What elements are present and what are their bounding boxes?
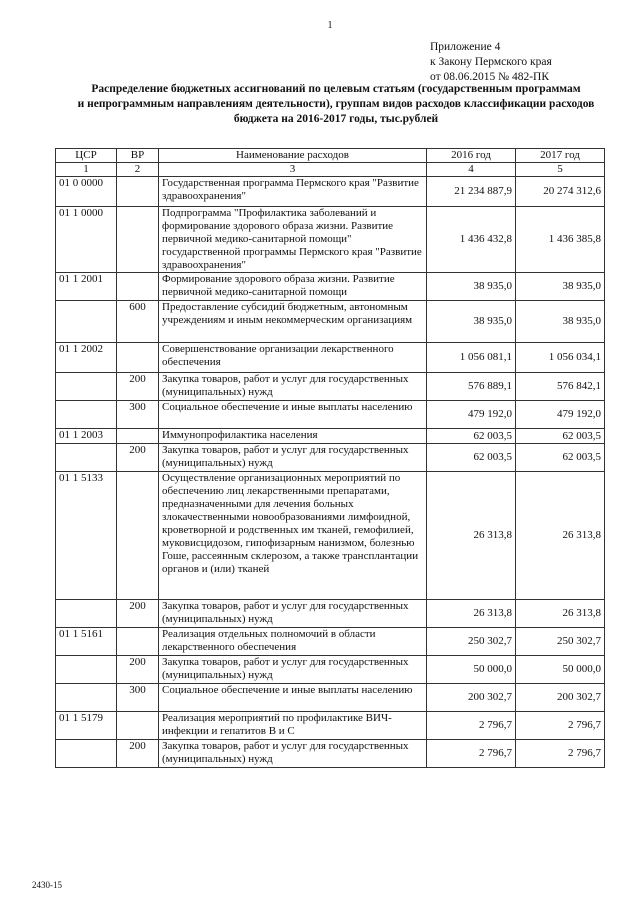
cell-2017: 200 302,7 — [516, 684, 605, 712]
cell-2016: 38 935,0 — [427, 301, 516, 343]
cell-vr: 300 — [117, 401, 159, 429]
cell-name: Социальное обеспечение и иные выплаты населению — [159, 684, 427, 712]
cell-csr: 01 1 5133 — [56, 472, 117, 600]
cell-csr — [56, 656, 117, 684]
cell-2017: 20 274 312,6 — [516, 177, 605, 207]
cell-name: Совершенствование организации лекарственного обеспечения — [159, 343, 427, 373]
title-line: бюджета на 2016-2017 годы, тыс.рублей — [233, 113, 439, 125]
table-row — [56, 472, 605, 600]
cell-vr: 200 — [117, 600, 159, 628]
cell-vr: 200 — [117, 656, 159, 684]
table-row — [56, 628, 605, 656]
index-cell: 3 — [159, 163, 427, 177]
cell-name: Государственная программа Пермского края "Развитие здравоохранения" — [159, 177, 427, 207]
table-row — [56, 444, 605, 472]
cell-csr: 01 1 5179 — [56, 712, 117, 740]
cell-csr: 01 1 5161 — [56, 628, 117, 656]
cell-name: Закупка товаров, работ и услуг для государственных (муниципальных) нужд — [159, 656, 427, 684]
cell-csr: 01 1 2003 — [56, 429, 117, 444]
cell-vr: 200 — [117, 740, 159, 768]
cell-vr — [117, 712, 159, 740]
cell-vr — [117, 343, 159, 373]
table-row — [56, 343, 605, 373]
index-cell: 5 — [516, 163, 605, 177]
cell-2017: 479 192,0 — [516, 401, 605, 429]
cell-2017: 2 796,7 — [516, 740, 605, 768]
cell-name: Закупка товаров, работ и услуг для государственных (муниципальных) нужд — [159, 373, 427, 401]
cell-2016: 62 003,5 — [427, 444, 516, 472]
cell-2016: 576 889,1 — [427, 373, 516, 401]
document-code: 2430-15 — [32, 880, 62, 890]
cell-vr — [117, 207, 159, 273]
cell-name: Закупка товаров, работ и услуг для государственных (муниципальных) нужд — [159, 740, 427, 768]
cell-2016: 21 234 887,9 — [427, 177, 516, 207]
cell-2017: 62 003,5 — [516, 444, 605, 472]
cell-name: Формирование здорового образа жизни. Развитие первичной медико-санитарной помощи — [159, 273, 427, 301]
cell-vr — [117, 429, 159, 444]
index-cell: 1 — [56, 163, 117, 177]
cell-name: Осуществление организационных мероприятий по обеспечению лиц лекарственными препаратами, предназначенными для лечения больных злокачественными новообразованиями лимфоидной, кроветворной и родственных им тканей, гемофилией, муковисцидозом, гипофизарным нанизмом, болезнью Гоше, рассеянным склерозом, а также трансплантации органов и (или) тканей — [159, 472, 427, 600]
table-row — [56, 207, 605, 273]
cell-2017: 26 313,8 — [516, 472, 605, 600]
document-title — [66, 82, 606, 127]
cell-csr — [56, 301, 117, 343]
cell-2017: 1 436 385,8 — [516, 207, 605, 273]
title-line: и непрограммным направлениям деятельности), группам видов расходов классификации расходов — [77, 98, 595, 110]
cell-2016: 250 302,7 — [427, 628, 516, 656]
header-2016: 2016 год — [427, 149, 516, 163]
cell-vr: 600 — [117, 301, 159, 343]
header-2017: 2017 год — [516, 149, 605, 163]
cell-csr — [56, 373, 117, 401]
cell-2017: 250 302,7 — [516, 628, 605, 656]
appendix-block — [430, 40, 552, 85]
cell-2016: 2 796,7 — [427, 740, 516, 768]
cell-2016: 200 302,7 — [427, 684, 516, 712]
table-row — [56, 301, 605, 343]
cell-vr — [117, 273, 159, 301]
cell-name: Иммунопрофилактика населения — [159, 429, 427, 444]
cell-csr — [56, 444, 117, 472]
appendix-line: Приложение 4 — [430, 41, 501, 53]
cell-2017: 50 000,0 — [516, 656, 605, 684]
cell-name: Предоставление субсидий бюджетным, автономным учреждениям и иным некоммерческим организациям — [159, 301, 427, 343]
table-row — [56, 273, 605, 301]
cell-csr: 01 0 0000 — [56, 177, 117, 207]
cell-2017: 2 796,7 — [516, 712, 605, 740]
header-name: Наименование расходов — [159, 149, 427, 163]
cell-2016: 26 313,8 — [427, 600, 516, 628]
title-line: Распределение бюджетных ассигнований по целевым статьям (государственным программам — [91, 83, 581, 95]
cell-vr — [117, 177, 159, 207]
header-csr: ЦСР — [56, 149, 117, 163]
cell-csr — [56, 684, 117, 712]
table-row — [56, 684, 605, 712]
cell-2016: 50 000,0 — [427, 656, 516, 684]
column-index-row — [56, 163, 605, 177]
cell-csr: 01 1 0000 — [56, 207, 117, 273]
cell-2017: 576 842,1 — [516, 373, 605, 401]
table-row — [56, 373, 605, 401]
cell-csr: 01 1 2002 — [56, 343, 117, 373]
table-row — [56, 712, 605, 740]
cell-csr — [56, 401, 117, 429]
cell-vr — [117, 628, 159, 656]
cell-name: Реализация отдельных полномочий в области лекарственного обеспечения — [159, 628, 427, 656]
table-row — [56, 177, 605, 207]
header-vr: ВР — [117, 149, 159, 163]
appendix-line: от 08.06.2015 № 482-ПК — [430, 71, 550, 83]
cell-2016: 1 056 081,1 — [427, 343, 516, 373]
cell-name: Подпрограмма "Профилактика заболеваний и формирование здорового образа жизни. Развитие первичной медико-санитарной помощи" государственной программы Пермского края "Развитие здравоохранения" — [159, 207, 427, 273]
table-header-row — [56, 149, 605, 163]
cell-2017: 26 313,8 — [516, 600, 605, 628]
cell-vr: 300 — [117, 684, 159, 712]
cell-name: Закупка товаров, работ и услуг для государственных (муниципальных) нужд — [159, 600, 427, 628]
cell-2016: 479 192,0 — [427, 401, 516, 429]
cell-2016: 62 003,5 — [427, 429, 516, 444]
budget-table — [55, 148, 605, 768]
cell-2017: 62 003,5 — [516, 429, 605, 444]
cell-vr — [117, 472, 159, 600]
cell-name: Социальное обеспечение и иные выплаты населению — [159, 401, 427, 429]
appendix-line: к Закону Пермского края — [430, 56, 552, 68]
table-row — [56, 656, 605, 684]
cell-csr: 01 1 2001 — [56, 273, 117, 301]
cell-vr: 200 — [117, 444, 159, 472]
table-row — [56, 429, 605, 444]
cell-name: Закупка товаров, работ и услуг для государственных (муниципальных) нужд — [159, 444, 427, 472]
table-row — [56, 600, 605, 628]
cell-name: Реализация мероприятий по профилактике ВИЧ-инфекции и гепатитов В и С — [159, 712, 427, 740]
cell-vr: 200 — [117, 373, 159, 401]
cell-2017: 38 935,0 — [516, 301, 605, 343]
cell-2017: 1 056 034,1 — [516, 343, 605, 373]
page-number: 1 — [327, 20, 333, 31]
cell-2016: 26 313,8 — [427, 472, 516, 600]
table-row — [56, 740, 605, 768]
index-cell: 2 — [117, 163, 159, 177]
cell-2016: 1 436 432,8 — [427, 207, 516, 273]
cell-csr — [56, 600, 117, 628]
index-cell: 4 — [427, 163, 516, 177]
cell-2017: 38 935,0 — [516, 273, 605, 301]
cell-2016: 2 796,7 — [427, 712, 516, 740]
table-row — [56, 401, 605, 429]
cell-csr — [56, 740, 117, 768]
cell-2016: 38 935,0 — [427, 273, 516, 301]
